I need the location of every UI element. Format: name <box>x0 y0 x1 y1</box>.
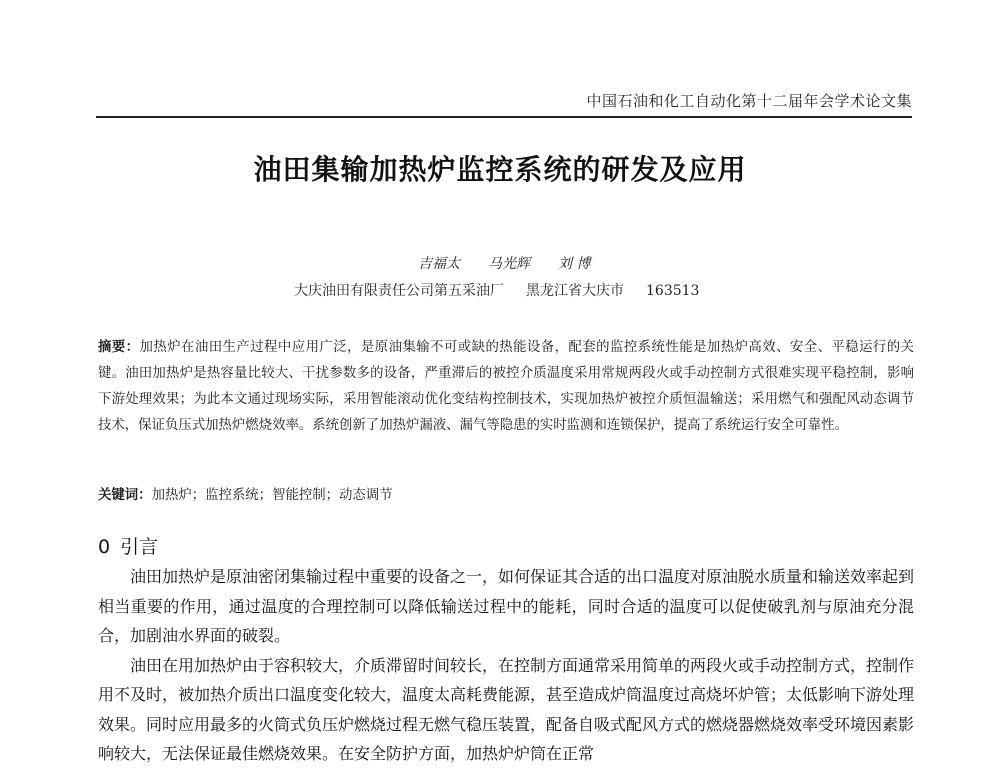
section-title: 引言 <box>120 536 159 558</box>
paper-title: 油田集输加热炉监控系统的研发及应用 <box>253 153 747 186</box>
keywords-text: 加热炉；监控系统；智能控制；动态调节 <box>151 488 393 503</box>
abstract-text: 加热炉在油田生产过程中应用广泛，是原油集输不可或缺的热能设备，配套的监控系统性能是加热炉高效、安全、平稳运行的关键。油田加热炉是热容量比较大、干扰参数多的设备，严重滞后的被控介质温度采用常规两段火或手动控制方式很难实现平稳控制，影响下游处理效果；为此本文通过现场实际，采用智能滚动优化变结构控制技术，实现加热炉被控介质恒温输送；采用燃气和强配风动态调节技术，保证负压式加热炉燃烧效率。系统创新了加热炉漏液、漏气等隐患的实时监测和连锁保护，提高了系统运行安全可靠性。 <box>98 340 914 433</box>
header-rule <box>96 116 912 118</box>
section-number: 0 <box>98 536 111 558</box>
affiliation-organization: 大庆油田有限责任公司第五采油厂 <box>294 283 504 299</box>
body-text <box>98 562 914 769</box>
body-paragraph: 油田在用加热炉由于容积较大，介质滞留时间较长，在控制方面通常采用简单的两段火或手动控制方式，控制作用不及时，被加热介质出口温度变化较大，温度太高耗费能源，甚至造成炉筒温度过高烧坏炉管；太低影响下游处理效果。同时应用最多的火筒式负压炉燃烧过程无燃气稳压装置，配备自吸式配风方式的燃烧器燃烧效率受环境因素影响较大，无法保证最佳燃烧效果。在安全防护方面，加热炉炉筒在正常 <box>98 655 915 763</box>
keywords-label: 关键词： <box>98 487 152 503</box>
section-heading <box>98 532 158 559</box>
author-name: 刘 博 <box>558 256 591 272</box>
author-name: 吉福太 <box>418 256 460 272</box>
abstract <box>98 334 914 439</box>
running-head: 中国石油和化工自动化第十二届年会学术论文集 <box>586 92 912 110</box>
affiliation-location: 黑龙江省大庆市 <box>526 283 624 299</box>
author-list <box>418 253 590 273</box>
affiliation <box>294 280 699 300</box>
body-paragraph: 油田加热炉是原油密闭集输过程中重要的设备之一，如何保证其合适的出口温度对原油脱水质量和输送效率起到相当重要的作用，通过温度的合理控制可以降低输送过程中的能耗，同时合适的温度可以促使破乳剂与原油充分混合，加剧油水界面的破裂。 <box>98 567 915 645</box>
affiliation-postcode: 163513 <box>646 283 700 299</box>
keywords <box>98 482 914 509</box>
abstract-label: 摘要： <box>98 339 140 355</box>
author-name: 马光辉 <box>488 256 530 272</box>
